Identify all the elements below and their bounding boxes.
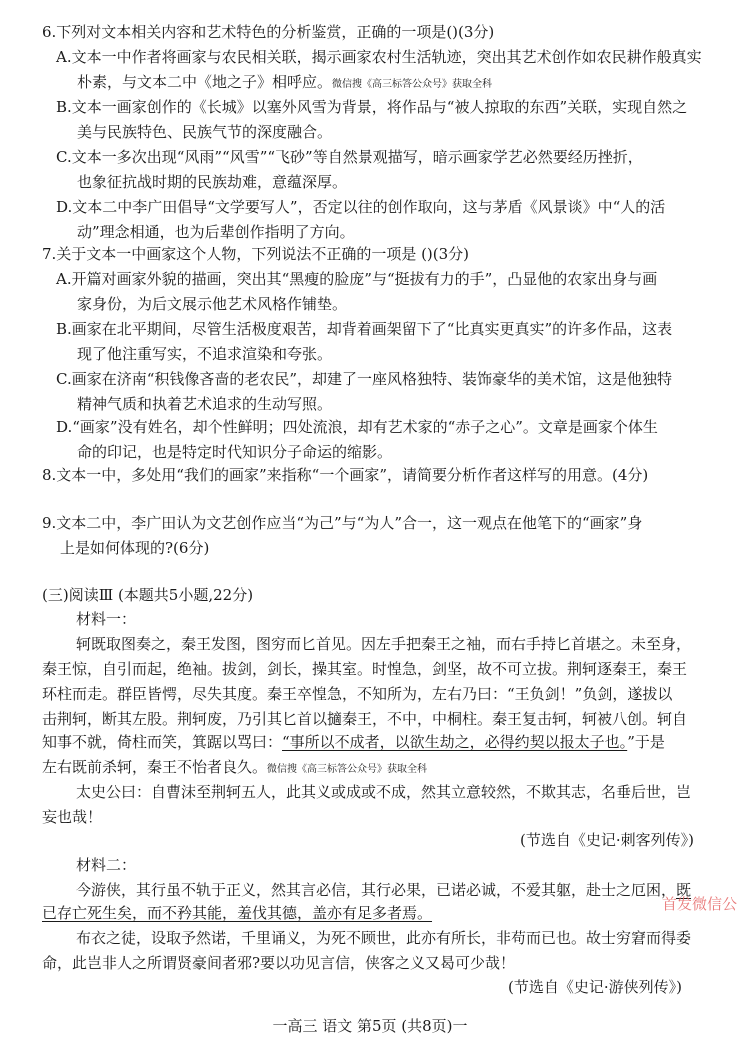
page-footer: 一高三 语文 第5页 (共8页)一	[272, 1017, 468, 1035]
underlined-sentence-2-end: 已存亡死生矣，而不矜其能，羞伐其德，盖亦有足多者焉。	[42, 904, 433, 922]
q7-option-a-line1: A.开篇对画家外貌的描画，突出其“黑瘦的脸庞”与“挺拔有力的手”，凸显他的农家出身与画	[56, 270, 658, 288]
q6-stem: 6.下列对文本相关内容和艺术特色的分析鉴赏，正确的一项是()(3分)	[42, 23, 495, 41]
material1-line6: 左右既前杀轲，秦王不怡者良久。微信搜《高三标答公众号》获取全科	[42, 758, 428, 776]
material1-source: (节选自《史记·刺客列传》)	[520, 831, 694, 849]
q6-option-a-line1: A.文本一中作者将画家与农民相关联，揭示画家农村生活轨迹，突出其艺术创作如农民耕作般真实	[56, 48, 702, 66]
q7-option-b-line1: B.画家在北平期间，尽管生活极度艰苦，却背着画架留下了“比真实更真实”的许多作品，这表	[56, 320, 673, 338]
material2-line3: 布衣之徒，设取予然诺，千里诵义，为死不顾世，此亦有所长，非苟而已也。故士穷窘而得委	[76, 929, 692, 947]
material1-line1: 轲既取图奏之，秦王发图，图穷而匕首见。因左手把秦王之袖，而右手持匕首堪之。未至身，	[76, 635, 692, 653]
material1-label: 材料一：	[76, 610, 137, 628]
underlined-sentence-2-start: 既	[676, 881, 692, 899]
material2-line2	[42, 903, 432, 923]
q6-option-d-line1: D.文本二中李广田倡导“文学要写人”，否定以往的创作取向，这与茅盾《风景谈》中“人的活	[56, 198, 666, 216]
underlined-sentence-1: “事所以不成者，以欲生劫之，必得约契以报太子也。	[282, 733, 628, 751]
material1-commentary-line2: 妄也哉！	[42, 808, 103, 826]
material2-source: (节选自《史记·游侠列传》)	[508, 978, 682, 996]
material1-line2: 秦王惊，自引而起，绝袖。拔剑，剑长，操其室。时惶急，剑坚，故不可立拔。荆轲逐秦王，秦王	[42, 660, 688, 678]
material1-line4: 击荆轲，断其左股。荆轲废，乃引其匕首以擿秦王，不中，中桐柱。秦王复击轲，轲被八创。轲自	[42, 710, 688, 728]
q6-option-b-line2: 美与民族特色、民族气节的深度融合。	[77, 123, 333, 141]
q6-option-d-line2: 动”理念相通，也为后辈创作指明了方向。	[77, 223, 355, 241]
material2-line1: 今游侠，其行虽不轨于正义，然其言必信，其行必果，已诺必诚，不爱其躯，赴士之厄困，既	[76, 881, 692, 899]
section3-title: (三)阅读Ⅲ (本题共5小题,22分)	[42, 586, 254, 604]
q7-option-d-line2: 命的印记，也是特定时代知识分子命运的缩影。	[77, 443, 393, 461]
watermark-text: 首发微信公	[662, 895, 738, 913]
q7-option-c-line1: C.画家在济南“积钱像吝啬的老农民”，却建了一座风格独特、装饰豪华的美术馆，这是他独特	[56, 370, 673, 388]
q8-stem: 8.文本一中，多处用“我们的画家”来指称“一个画家”，请简要分析作者这样写的用意。(4分)	[42, 466, 649, 484]
q7-option-b-line2: 现了他注重写实，不追求渲染和夸张。	[77, 345, 333, 363]
q7-option-d-line1: D.“画家”没有姓名，却个性鲜明；四处流浪，却有艺术家的“赤子之心”。文章是画家个体生	[56, 418, 658, 436]
q9-stem-line1: 9.文本二中，李广田认为文艺创作应当“为己”与“为人”合一，这一观点在他笔下的“画家”身	[42, 514, 643, 532]
q6-option-b-line1: B.文本一画家创作的《长城》以塞外风雪为背景，将作品与“被人掠取的东西”关联，实现自然之	[56, 98, 688, 116]
q7-option-c-line2: 精神气质和执着艺术追求的生动写照。	[77, 395, 333, 413]
material1-line5: 知事不就，倚柱而笑，箕踞以骂曰：“事所以不成者，以欲生劫之，必得约契以报太子也。”于是	[42, 733, 665, 751]
q6-option-c-line1: C.文本一多次出现“风雨”“风雪”“飞砂”等自然景观描写，暗示画家学艺必然要经历挫折，	[56, 148, 643, 166]
wechat-note: 微信搜《高三标答公众号》获取全科	[267, 764, 428, 775]
material2-line4: 命，此岂非人之所谓贤豪间者邪?要以功见言信，侠客之义又曷可少哉！	[42, 954, 516, 972]
q7-option-a-line2: 家身份，为后文展示他艺术风格作铺垫。	[77, 295, 348, 313]
material2-label: 材料二：	[76, 856, 137, 874]
material1-commentary-line1: 太史公曰：自曹沫至荆轲五人，此其义或成或不成，然其立意较然，不欺其志，名垂后世，岂	[76, 783, 692, 801]
q6-option-c-line2: 也象征抗战时期的民族劫难，意蕴深厚。	[77, 173, 348, 191]
q7-stem: 7.关于文本一中画家这个人物，下列说法不正确的一项是 ()(3分)	[42, 245, 470, 263]
material1-line3: 环柱而走。群臣皆愕，尽失其度。秦王卒惶急，不知所为，左右乃曰：“王负剑！”负剑，遂拔以	[42, 685, 673, 703]
q6-option-a-line2: 朴素，与文本二中《地之子》相呼应。微信搜《高三标答公众号》获取全科	[77, 73, 493, 91]
wechat-note: 微信搜《高三标答公众号》获取全科	[332, 79, 493, 90]
q9-stem-line2: 上是如何体现的?(6分)	[60, 539, 210, 557]
